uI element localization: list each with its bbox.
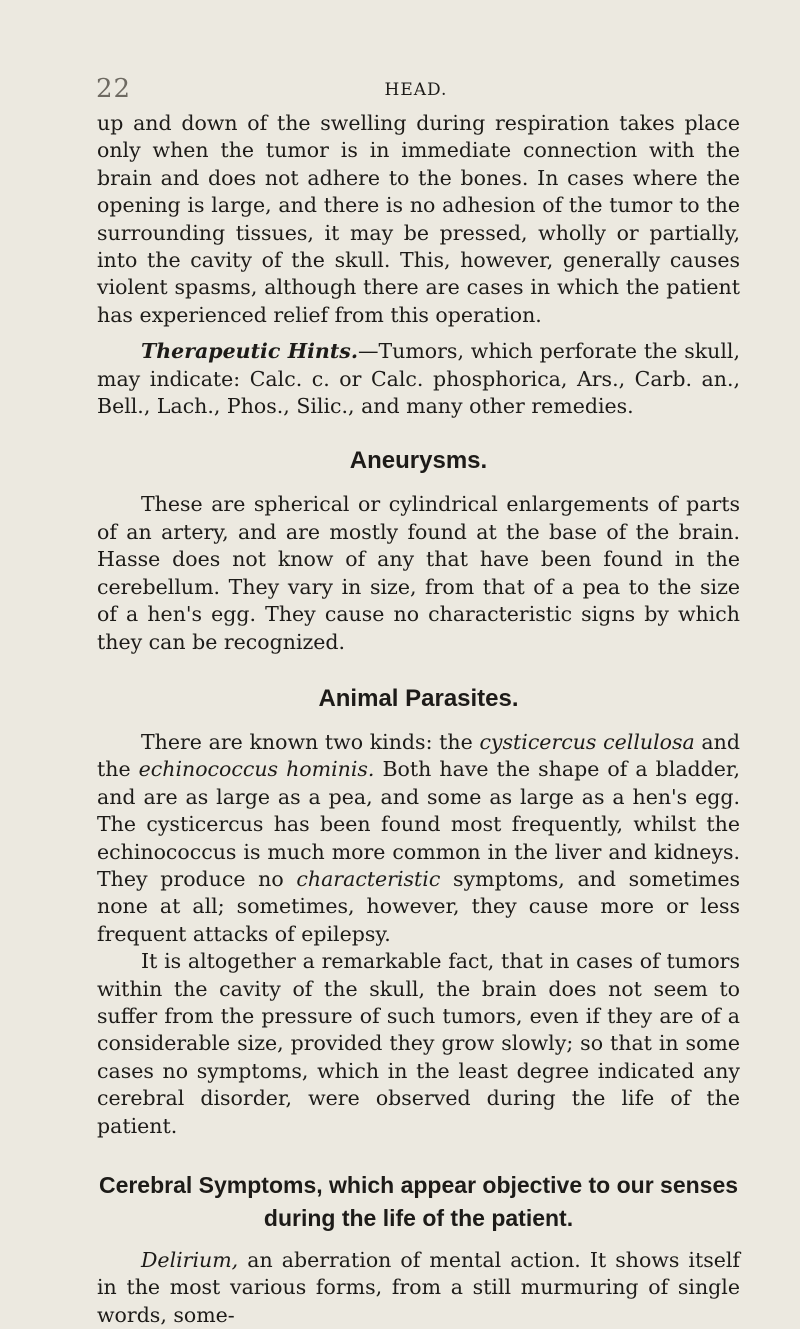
delirium-paragraph bbox=[97, 1247, 740, 1329]
running-head bbox=[96, 74, 736, 104]
therapeutic-hints-title: Therapeutic Hints. bbox=[141, 339, 358, 364]
therapeutic-hints-text: —Tumors, which perforate the skull, may indicate: Calc. c. or Calc. phosphorica, Ars., Carb. an., Bell., Lach., Phos., Silic., and many other remedies. bbox=[97, 339, 740, 419]
aneurysms-paragraph: These are spherical or cylindrical enlargements of parts of an artery, and are mostly found at the base of the brain. Hasse does not know of any that have been found in the cerebellum. They vary in size, from that of a pea to the size of a hen's egg. They cause no characteristic signs by which they can be recognized. bbox=[97, 492, 740, 654]
parasites-text-d: symptoms, and sometimes none at all; sometimes, however, they cause more or less frequent attacks of epilepsy. bbox=[97, 866, 740, 946]
term-echinococcus: echinococcus hominis. bbox=[138, 757, 375, 782]
parasites-paragraph bbox=[97, 729, 740, 948]
animal-parasites-heading: Animal Parasites. bbox=[318, 684, 519, 712]
running-title: HEAD. bbox=[384, 80, 448, 100]
page-number: 22 bbox=[96, 74, 132, 104]
term-characteristic: characteristic bbox=[296, 866, 441, 891]
term-cysticercus: cysticercus cellulosa bbox=[479, 729, 695, 754]
therapeutic-hints-paragraph bbox=[97, 338, 740, 420]
cerebral-symptoms-heading: Cerebral Symptoms, which appear objective to our senses during the life of the patient. bbox=[98, 1172, 739, 1231]
delirium-text: an aberration of mental action. It shows itself in the most various forms, from a still murmuring of single words, some- bbox=[97, 1248, 740, 1327]
parasites-text-c: Both have the shape of a bladder, and are as large as a pea, and some as large as a hen's egg. The cysticercus has been found most frequently, whilst the echinococcus is much more common in the liver and kidneys. They produce no bbox=[97, 757, 740, 891]
tumor-pressure-paragraph: It is altogether a remarkable fact, that in cases of tumors within the cavity of the skull, the brain does not seem to suffer from the pressure of such tumors, even if they are of a considerable size, provided they grow slowly; so that in some cases no symptoms, which in the least degree indicated any cerebral disorder, were observed during the life of the patient. bbox=[97, 949, 740, 1138]
term-delirium: Delirium, bbox=[141, 1248, 239, 1272]
parasites-text-a: There are known two kinds: the bbox=[141, 729, 480, 754]
page-body bbox=[97, 110, 740, 1329]
parasites-text-b: and the bbox=[97, 729, 740, 782]
intro-paragraph: up and down of the swelling during respiration takes place only when the tumor is in immediate connection with the brain and does not adhere to the bones. In cases where the opening is large, and there is no adhesion of the tumor to the surrounding tissues, it may be pressed, wholly or partially, into the cavity of the skull. This, however, generally causes violent spasms, although there are cases in which the patient has experienced relief from this operation. bbox=[97, 111, 740, 327]
aneurysms-heading: Aneurysms. bbox=[349, 447, 488, 475]
